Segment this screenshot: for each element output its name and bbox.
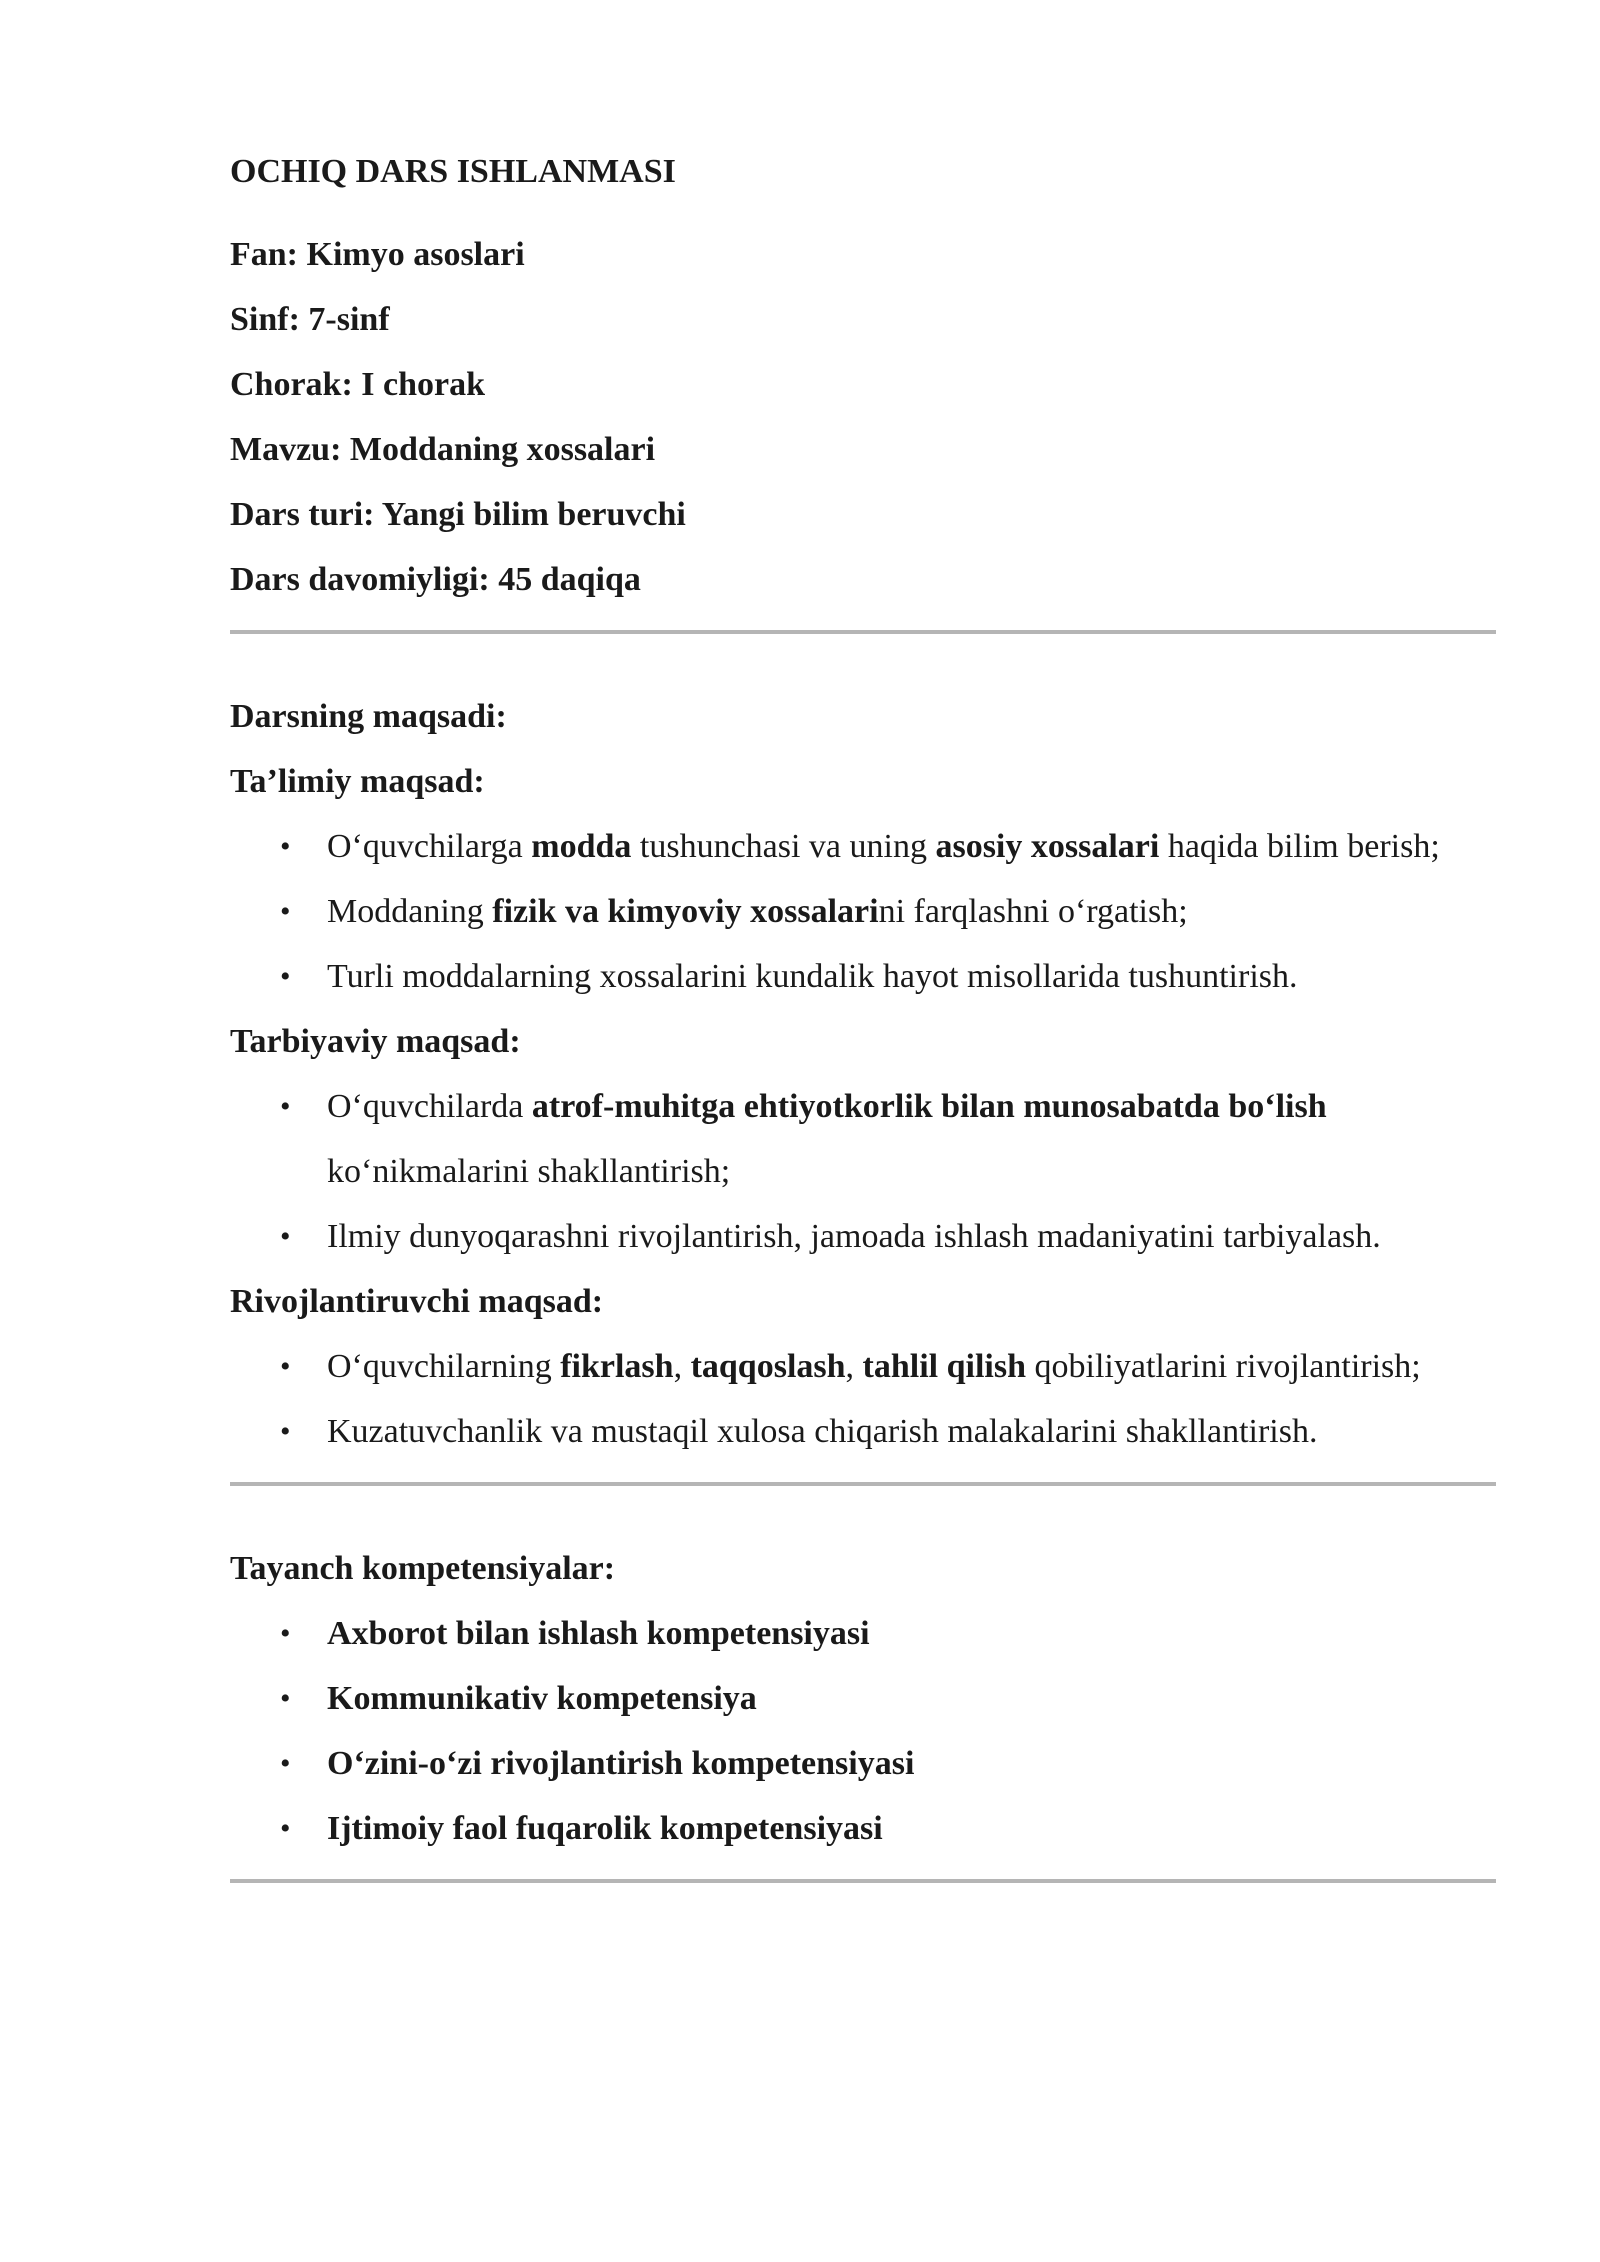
list-item — [230, 1334, 1496, 1399]
text-run: Turli moddalarning xossalarini kundalik hayot misollarida tushuntirish. — [327, 958, 1298, 995]
header-section — [230, 150, 1496, 634]
text-run: ko‘nikmalarini shakllantirish; — [327, 1153, 731, 1190]
meta-value: Moddaning xossalari — [349, 431, 656, 468]
bullet-icon: • — [280, 1747, 291, 1780]
competencies-section — [230, 1536, 1496, 1883]
educational-goal-list — [230, 814, 1496, 1009]
bullet-icon: • — [280, 1617, 291, 1650]
list-item — [230, 1074, 1496, 1204]
list-item — [230, 944, 1496, 1009]
bullet-icon: • — [280, 1415, 291, 1448]
goals-section — [230, 684, 1496, 1486]
meta-value: Kimyo asoslari — [306, 236, 525, 273]
meta-value: I chorak — [361, 366, 486, 403]
emphasis-text: modda — [531, 828, 632, 865]
meta-label: Sinf: — [230, 301, 300, 338]
list-item — [230, 1601, 1496, 1666]
document-page — [230, 150, 1496, 1883]
text-run: O‘quvchilarda — [327, 1088, 532, 1125]
list-item-text: Ijtimoiy faol fuqarolik kompetensiyasi — [327, 1810, 883, 1847]
list-item-text: O‘zini-o‘zi rivojlantirish kompetensiyasi — [327, 1745, 915, 1782]
meta-value: 45 daqiqa — [498, 561, 641, 598]
list-item-text — [327, 879, 1492, 944]
list-item-text: Kommunikativ kompetensiya — [327, 1680, 757, 1717]
meta-duration — [230, 547, 1496, 612]
bullet-icon: • — [280, 1812, 291, 1845]
section-divider — [230, 1482, 1496, 1486]
list-item — [230, 1796, 1496, 1861]
goals-heading: Darsning maqsadi: — [230, 698, 507, 735]
list-item-text — [327, 814, 1492, 879]
educational-goal-heading: Ta’limiy maqsad: — [230, 763, 485, 800]
text-run: qobiliyatlarini rivojlantirish; — [1026, 1348, 1421, 1385]
developmental-goal-list — [230, 1334, 1496, 1464]
meta-subject — [230, 222, 1496, 287]
bullet-icon: • — [280, 895, 291, 928]
list-item-text — [327, 1074, 1492, 1204]
text-run: haqida bilim berish; — [1159, 828, 1440, 865]
bullet-icon: • — [280, 1090, 291, 1123]
meta-label: Dars turi: — [230, 496, 375, 533]
text-run: O‘quvchilarga — [327, 828, 532, 865]
meta-lesson-type — [230, 482, 1496, 547]
list-item-text: Axborot bilan ishlash kompetensiyasi — [327, 1615, 870, 1652]
text-run: Kuzatuvchanlik va mustaqil xulosa chiqarish malakalarini shakllantirish. — [327, 1413, 1318, 1450]
competencies-list — [230, 1601, 1496, 1861]
list-item-text — [327, 1204, 1492, 1269]
upbringing-goal-heading: Tarbiyaviy maqsad: — [230, 1023, 521, 1060]
emphasis-text: fikrlash — [560, 1348, 674, 1385]
text-run: ni farqlashni o‘rgatish; — [878, 893, 1188, 930]
text-run: O‘quvchilarning — [327, 1348, 561, 1385]
bullet-icon: • — [280, 830, 291, 863]
developmental-goal-heading: Rivojlantiruvchi maqsad: — [230, 1283, 604, 1320]
document-title: OCHIQ DARS ISHLANMASI — [230, 153, 676, 190]
meta-topic — [230, 417, 1496, 482]
bullet-icon: • — [280, 960, 291, 993]
meta-label: Chorak: — [230, 366, 353, 403]
meta-label: Fan: — [230, 236, 298, 273]
emphasis-text: taqqoslash — [690, 1348, 846, 1385]
bullet-icon: • — [280, 1350, 291, 1383]
meta-value: 7-sinf — [308, 301, 390, 338]
competencies-heading: Tayanch kompetensiyalar: — [230, 1550, 616, 1587]
meta-label: Mavzu: — [230, 431, 342, 468]
meta-value: Yangi bilim beruvchi — [381, 496, 686, 533]
list-item — [230, 1731, 1496, 1796]
list-item — [230, 1666, 1496, 1731]
list-item — [230, 814, 1496, 879]
list-item — [230, 1399, 1496, 1464]
text-run: , — [845, 1348, 863, 1385]
section-divider — [230, 630, 1496, 634]
emphasis-text: fizik va kimyoviy xossalari — [492, 893, 879, 930]
list-item-text — [327, 1334, 1492, 1399]
meta-label: Dars davomiyligi: — [230, 561, 490, 598]
text-run: , — [673, 1348, 691, 1385]
emphasis-text: asosiy xossalari — [935, 828, 1160, 865]
section-divider — [230, 1879, 1496, 1883]
list-item — [230, 879, 1496, 944]
text-run: Moddaning — [327, 893, 493, 930]
text-run: tushunchasi va uning — [631, 828, 936, 865]
bullet-icon: • — [280, 1682, 291, 1715]
emphasis-text: atrof-muhitga ehtiyotkorlik bilan munosabatda bo‘lish — [531, 1088, 1327, 1125]
bullet-icon: • — [280, 1220, 291, 1253]
text-run: Ilmiy dunyoqarashni rivojlantirish, jamoada ishlash madaniyatini tarbiyalash. — [327, 1218, 1381, 1255]
list-item-text — [327, 1399, 1492, 1464]
meta-grade — [230, 287, 1496, 352]
upbringing-goal-list — [230, 1074, 1496, 1269]
emphasis-text: tahlil qilish — [862, 1348, 1027, 1385]
meta-quarter — [230, 352, 1496, 417]
list-item-text — [327, 944, 1492, 1009]
list-item — [230, 1204, 1496, 1269]
